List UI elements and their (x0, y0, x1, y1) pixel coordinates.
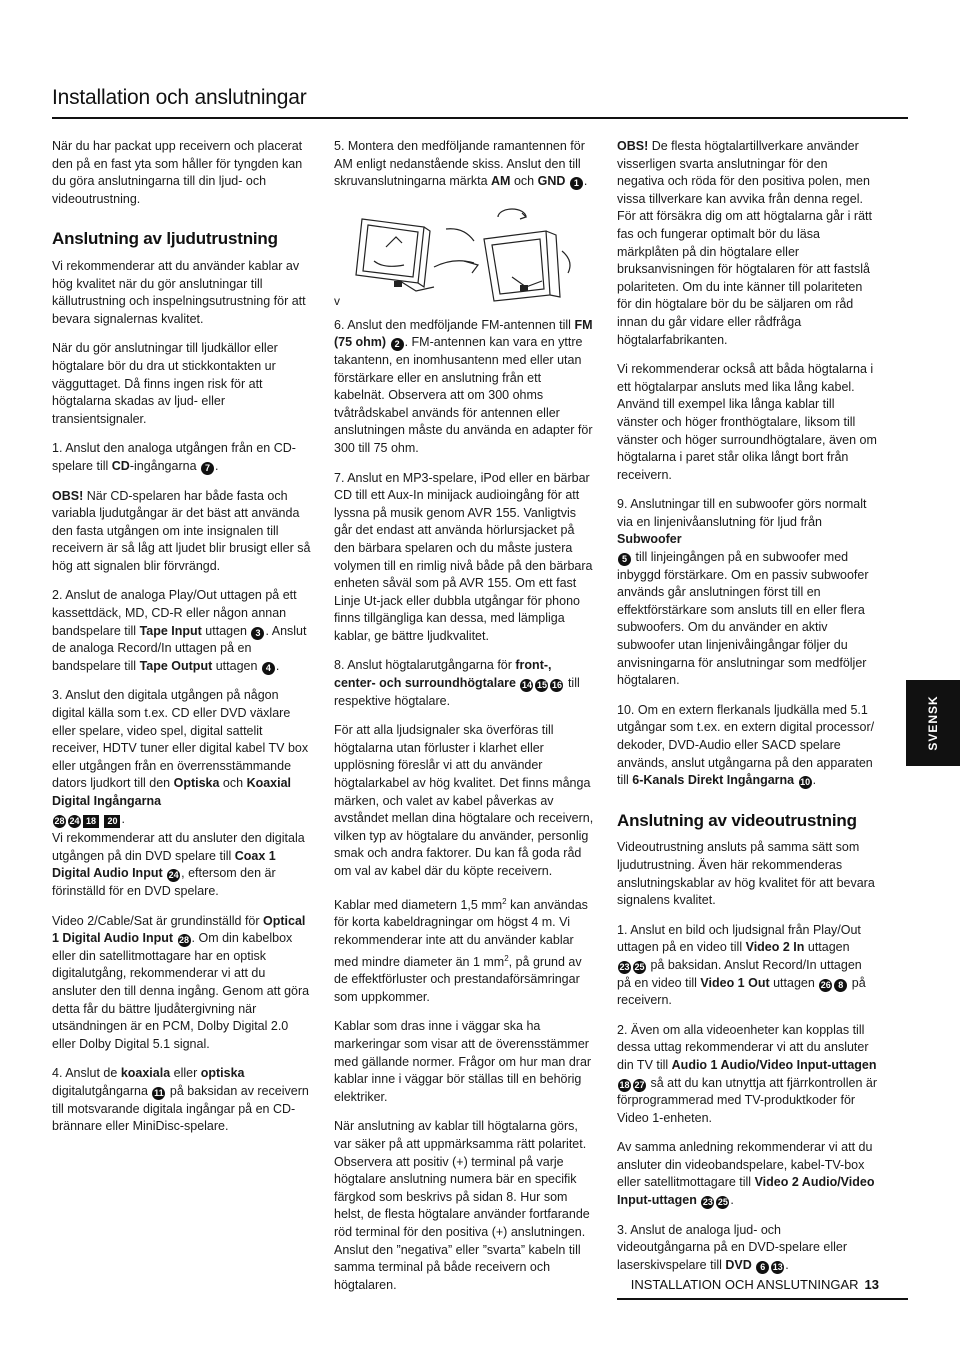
step-4 (52, 1065, 312, 1135)
ref-number: 28 (179, 935, 190, 946)
step-3-continued (52, 830, 312, 900)
language-tab-label: SVENSK (926, 695, 940, 751)
video-step-1-text-4: uttagen (769, 975, 819, 990)
ref-number: 1 (570, 177, 583, 190)
step-2-text-4: uttagen (212, 658, 261, 673)
step-5-bold-2: GND (537, 174, 566, 189)
video-step-1-text-2: uttagen (804, 940, 850, 955)
step-3-text: 3. Anslut den digitala utgången på någon digital källa som t.ex. CD eller DVD växlare eller spelare, video spel, digital sattelit receiver, HDTV tuner eller digital kabel TV box eller utgången från en överrensstämmande dators ljudkort till den (52, 688, 309, 791)
column-1 (52, 138, 312, 1148)
superscript: 2 (504, 953, 509, 963)
step-1-text-2: -ingångarna (129, 458, 201, 473)
video-step-3-text: 3. Anslut de analoga ljud- och videoutgångarna på en DVD-spelare eller laserskivspelare till (617, 1222, 848, 1272)
step-5: 5. Montera den medföljande ramantennen för AM enligt nedanstående skiss. Anslut den till skruvanslutningarna märkta AM och GND 1 . (334, 139, 588, 189)
video-recommendation: Av samma anledning rekommenderar vi att du ansluter din videobandspelare, kabel-TV-box eller satellitmottagare till Video 2 Audio/Video Input-uttagen 23 25 . (617, 1140, 875, 1208)
ref-number: 24 (168, 870, 179, 881)
step-9-text: 9. Anslutningar till en subwoofer görs normalt via en linjenivåanslutning för ljud från (617, 497, 867, 529)
bottom-rule (617, 1298, 908, 1300)
column-3 (617, 138, 877, 1286)
ref-number: 11 (154, 1087, 164, 1098)
step-9 (617, 496, 877, 690)
step-6 (334, 317, 594, 458)
step-8-text: 8. Anslut högtalarutgångarna för (334, 658, 516, 673)
ref-number: 8 (834, 979, 847, 992)
footer (617, 1277, 879, 1292)
ref-number: 18 (619, 1079, 630, 1090)
ref-number: 26 (820, 979, 831, 990)
ref-number: 16 (551, 680, 562, 691)
step-10-bold: 6-Kanals Direkt Ingångarna (632, 773, 795, 788)
audio-paragraph-2: När du gör anslutningar till ljudkällor eller högtalare bör du dra ut stickkontakten ur vägguttaget. Då finns ingen risk för att högtalarna skadas av ljud- eller transientsignaler. (52, 341, 278, 426)
step-5-text: 5. Montera den medföljande ramantennen för AM enligt nedanstående skiss. Anslut den till skruvanslutningarna märkta (334, 139, 585, 189)
step-4-text-4: på baksidan av receivern till motsvarande digitala ingångar på en CD-brännare eller MiniDisc-spelare. (52, 1083, 309, 1134)
figure-label: v (334, 293, 340, 308)
ref-number: 23 (619, 961, 630, 972)
step-8 (334, 657, 594, 710)
ref-number: 23 (702, 1197, 713, 1208)
ref-number: 13 (772, 1261, 783, 1272)
page-number: 13 (864, 1277, 879, 1292)
step-4-bold-2: optiska (200, 1066, 245, 1081)
obs-label: OBS! (617, 139, 649, 153)
top-rule (52, 117, 908, 119)
step-10-text: 10. Om en extern flerkanals ljudkälla med 5.1 utgångar som t.ex. en extern digital processor/ dekoder, DVD-Audio eller SACD spelare används, anslut utgångarna på den apparaten till (617, 702, 875, 788)
cable-length-paragraph: Vi rekommenderar också att båda högtalarna i ett högtalarpar ansluts med lika lång kabel. Använd till exempel lika långa kablar till vänster och höger fronthögtalare, liksom till vänster och höger surroundhögtalare, även om högtalarna i paret står olika långt bort från receivern. (617, 362, 877, 482)
step-9-text-2: till linjeingången på en subwoofer med inbyggd förstärkare. Om en passiv subwoofer används går anslutningen först till en effektförstärkare som ansluts till en eller flera subwoofers. Om du använder en aktiv subwoofer utan linjenivåingångar följer du anvisningarna för anslutningar som medföljer högtalaren. (617, 550, 869, 688)
obs-text: De flesta högtalartillverkare använder visserligen svarta anslutningar för den negativa och röda för den positiva polen, men vissa tillverkare kan avvika från denna regel. För att försäkra dig om att högtalarna går i rätt fas och fungerar optimalt bör du läsa märkplåten på din högtalare eller bruksanvisningen för högtalaren för att fastslå polariteten. Om du inte känner till polariteten för din högtalare bör du be säljaren om råd innan du går vidare eller rådfråga högtalarfabrikanten. (617, 139, 872, 347)
obs-note (52, 488, 312, 576)
ref-number: 18 (83, 815, 99, 828)
diameter-text-2: kan användas för korta kabeldragningar om högst 4 m. Vi rekommenderar inte att du använder kablar med mindre diameter än 1 mm (334, 897, 588, 969)
video-step-1-bold-2: Video 1 Out (700, 975, 770, 990)
step-2-text-3: . Anslut de analoga Record/In uttagen på en bandspelare till (52, 623, 307, 673)
obs-label: OBS! (52, 488, 84, 503)
ref-number: 4 (262, 662, 275, 675)
ref-number: 14 (521, 680, 532, 691)
video-2-text: Video 2/Cable/Sat är grundinställd för (52, 913, 264, 928)
diameter-text: Kablar med diametern 1,5 mm (334, 897, 503, 912)
step-4-text-3: digitalutgångarna (52, 1083, 152, 1098)
step-2-text: 2. Anslut de analoga Play/Out uttagen på ett kassettdäck, MD, CD-R eller någon annan bandspelare till (52, 588, 297, 638)
ref-number: 5 (618, 553, 631, 566)
ref-number: 2 (391, 338, 404, 351)
obs-text: När CD-spelaren har både fasta och variabla ljudutgångar är det bäst att använda den fasta utgången om inte insignalen till receivern är så låg att ljudet blir brusigt eller så hög att signalen blir förvrängd. (52, 488, 311, 573)
video-rec-text: Av samma anledning rekommenderar vi att du ansluter din videobandspelare, kabel-TV-box eller satellitmottagare till (617, 1140, 873, 1190)
video-2-text-2: . Om din kabelbox eller din satellitmottagare har en optisk digitalutgång, rekommenderar vi att du ansluter den till denna ingång. Genom att göra detta får du bättre ljudåtergivning när utsändningen är en PCM, Dolby Digital 2.0 eller Dolby Digital 5.1 signal. (52, 931, 310, 1051)
step-4-text: 4. Anslut de (52, 1066, 121, 1081)
ref-number: 7 (201, 462, 214, 475)
step-6-text-2: . FM-antennen kan vara en yttre takantenn, en inomhusantenn med eller utan förstärkare eller en anslutning från ett kabelnät. Observera att om 300 ohms tvåtrådskabel används för antennen eller anslutningen måste du använda en adapter för 300 till 75 ohm. (334, 335, 593, 455)
step-4-text-2: eller (170, 1066, 201, 1081)
step-8-bold: front-, center- och surroundhögtalare (334, 658, 552, 691)
ref-number: 25 (634, 961, 645, 972)
step-3-bold-2: Koaxial Digital Ingångarna (52, 776, 292, 808)
cable-paragraph: För att alla ljudsignaler ska överföras till högtalarna utan förluster i klarhet eller upplösning föreslår vi att du använder högtalarkabel av hög kvalitet. Det finns många märken, och valet av kabel påverkas av avståndet mellan dina högtalare och receivern, vilken typ av högtalare du använder, personlig smak och andra faktorer. Du kan få goda råd om val av kabel där du köpte receivern. (334, 723, 594, 878)
am-antenna-figure (334, 201, 594, 309)
step-10: 10. Om en extern flerkanals ljudkälla med 5.1 utgångar som t.ex. en extern digital processor/ dekoder, DVD-Audio eller SACD spelare används, anslut utgångarna på den apparaten till 6-Kanals Direkt Ingångarna 10 . (617, 702, 875, 788)
footer-label: INSTALLATION OCH ANSLUTNINGAR (630, 1277, 859, 1292)
step-2-bold: Tape Input (139, 623, 202, 638)
step-6-text: 6. Anslut den medföljande FM-antennen till (334, 317, 575, 332)
video-step-2-text-2: så att du kan utnyttja att fjärrkontrollen är förprogrammerad med TV-produktkoder för Video 1-enheten. (617, 1075, 877, 1125)
step-4-bold: koaxiala (120, 1066, 171, 1081)
step-3: 3. Anslut den digitala utgången på någon digital källa som t.ex. CD eller DVD växlare eller spelare, video spel, digital sattelit receiver, HDTV tuner eller digital kabel TV box eller utgången från en överrensstämmande dators ljudkort till den Optiska och Koaxial Digital Ingångarna 28 24 18 20 . (52, 688, 309, 826)
video-step-1 (617, 922, 877, 1010)
audio-heading: Anslutning av ljudutrustning (52, 229, 278, 249)
step-5-bold: AM (491, 174, 511, 189)
video-2-note (52, 913, 312, 1054)
ref-number: 24 (69, 815, 80, 826)
step-3-bold-3: Coax 1 Digital Audio Input (52, 848, 276, 881)
ref-number: 27 (634, 1079, 645, 1090)
step-1-bold: CD (111, 458, 130, 473)
step-1-text: 1. Anslut den analoga utgången från en CD-spelare till (52, 441, 296, 473)
video-step-1-text-3: på baksidan. Anslut Record/In uttagen på en video till (617, 957, 862, 990)
step-7: 7. Anslut en MP3-spelare, iPod eller en bärbar CD till ett Aux-In minijack audioingång för att lyssna på musik genom AVR 155. Vanligtvis går det endast att använda hörlursjacket på den bärbara spelaren och du måste justera volymen till en rimlig nivå både på den bärbara enheten såväl som på AVR 155. Om ett fast Linje Ut-jack eller dubbla utgångar för phono finns tillgängliga kan dessa, med lämpliga kablar, ge bättre ljudkvalitet. (334, 470, 593, 643)
video-step-2 (617, 1022, 877, 1128)
video-2-bold: Optical 1 Digital Audio Input (52, 913, 306, 946)
video-step-2-bold: Audio 1 Audio/Video Input-uttagen (671, 1057, 877, 1072)
step-9-bold: Subwoofer (617, 532, 682, 547)
diameter-paragraph (334, 893, 594, 1007)
step-2-bold-2: Tape Output (139, 658, 213, 673)
ref-number: 3 (251, 627, 264, 640)
am-antenna-illustration (334, 201, 594, 309)
step-3-bold: Optiska (173, 776, 220, 791)
audio-paragraph-1: Vi rekommenderar att du använder kablar av hög kvalitet när du gör anslutningar till källutrustning och inspelningsutrustning för att bevara signalernas kvalitet. (52, 258, 306, 326)
ref-number: 6 (756, 1261, 769, 1274)
diameter-text-3: , på grund av de effektförluster och prestandaförsämringar som uppkommer. (334, 954, 582, 1004)
step-2: 2. Anslut de analoga Play/Out uttagen på ett kassettdäck, MD, CD-R eller någon annan bandspelare till Tape Input uttagen 3 . Anslut de analoga Record/In uttagen på en bandspelare till Tape Output uttagen 4 . (52, 588, 307, 673)
video-step-1-bold: Video 2 In (745, 940, 805, 955)
video-rec-bold: Video 2 Audio/Video Input-uttagen (617, 1175, 875, 1208)
intro-paragraph: När du har packat upp receivern och placerat den på en fast yta som håller för tyngden kan du göra anslutningarna till din ljud- och videoutrustning. (52, 139, 303, 206)
step-8-text-2: till respektive högtalare. (334, 676, 580, 708)
ref-number: 25 (717, 1197, 728, 1208)
page-title: Installation och anslutningar (52, 86, 307, 109)
step-3-text-3: Vi rekommenderar att du ansluter den digitala utgången på din DVD spelare till (52, 831, 305, 863)
step-1: 1. Anslut den analoga utgången från en CD-spelare till CD-ingångarna 7 . (52, 441, 296, 473)
video-step-3-bold: DVD (725, 1257, 752, 1272)
video-step-2-text: 2. Även om alla videoenheter kan kopplas till dessa uttag rekommenderar vi att du ansluter din TV till (617, 1022, 869, 1072)
column-2 (334, 138, 594, 1306)
step-5-text-2: och (510, 174, 538, 189)
wall-cable-paragraph: Kablar som dras inne i väggar ska ha markeringar som visar att de överensstämmer med gällande normer. Frågor om hur man drar kablar inne i väggar bör ställas till en behörig elektriker. (334, 1019, 592, 1104)
ref-number: 10 (800, 777, 811, 788)
video-step-1-text-5: på receivern. (617, 975, 866, 1008)
video-paragraph: Videoutrustning ansluts på samma sätt som ljudutrustning. Även här rekommenderas anslutningskablar av hög kvalitet för att bevara signalens kvalitet. (617, 840, 875, 908)
language-tab (906, 680, 960, 766)
obs-note-2 (617, 138, 877, 349)
superscript: 2 (502, 896, 507, 906)
video-heading: Anslutning av videoutrustning (617, 810, 857, 830)
step-3-text-4: , eftersom den är förinställd för en DVD spelare. (52, 866, 276, 898)
ref-number: 20 (104, 815, 120, 828)
polarity-paragraph: När anslutning av kablar till högtalarna görs, var säker på att uppmärksamma rätt polaritet. Observera att positiv (+) terminal på varje högtalare anslutning numera bär en specifik färgkod som beskrivs på sidan 8. Hur som helst, de flesta högtalare använder fortfarande röd terminal för den positiva (+) anslutningen. Anslut den ”negativa” eller ”svarta” kabeln till samma terminal på både receivern och högtalaren. (334, 1119, 590, 1292)
step-6-bold: FM (75 ohm) (334, 317, 593, 350)
step-2-text-2: uttagen (201, 623, 251, 638)
ref-number: 28 (54, 815, 65, 826)
video-step-1-text: 1. Anslut en bild och ljudsignal från Play/Out uttagen på en video till (617, 922, 861, 955)
video-step-3: 3. Anslut de analoga ljud- och videoutgångarna på en DVD-spelare eller laserskivspelare till DVD 6 13 . (617, 1222, 848, 1272)
step-3-text-2: och (219, 776, 247, 791)
ref-number: 15 (536, 680, 547, 691)
